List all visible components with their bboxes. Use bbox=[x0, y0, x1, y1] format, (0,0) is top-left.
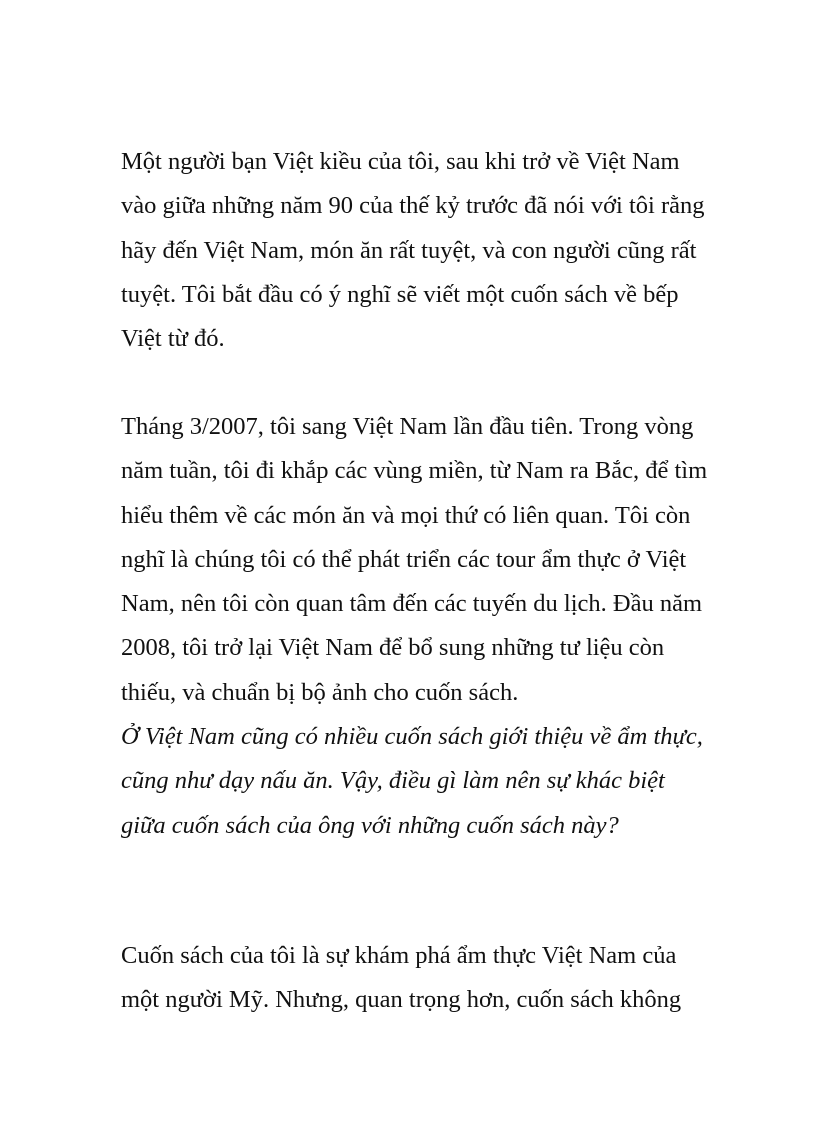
text-line: Nam, nên tôi còn quan tâm đến các tuyến du lịch. Đầu năm bbox=[121, 590, 703, 618]
text-line: vào giữa những năm 90 của thế kỷ trước đã nói với tôi rằng bbox=[121, 192, 705, 220]
text-line: một người Mỹ. Nhưng, quan trọng hơn, cuốn sách không bbox=[121, 986, 682, 1014]
text-line: hiểu thêm về các món ăn và mọi thứ có liên quan. Tôi còn bbox=[121, 501, 691, 529]
text-line: Tháng 3/2007, tôi sang Việt Nam lần đầu tiên. Trong vòng bbox=[121, 413, 694, 440]
text-line: thiếu, và chuẩn bị bộ ảnh cho cuốn sách. bbox=[121, 678, 519, 706]
paragraph-intro bbox=[121, 140, 741, 361]
text-line: Cuốn sách của tôi là sự khám phá ẩm thực Việt Nam của bbox=[121, 942, 677, 969]
paragraph-answer bbox=[121, 934, 741, 1023]
text-line: năm tuần, tôi đi khắp các vùng miền, từ Nam ra Bắc, để tìm bbox=[121, 457, 708, 485]
paragraph-travel bbox=[121, 405, 741, 715]
text-line: Ở Việt Nam cũng có nhiều cuốn sách giới thiệu về ẩm thực, bbox=[121, 723, 703, 750]
text-line: nghĩ là chúng tôi có thể phát triển các tour ẩm thực ở Việt bbox=[121, 545, 687, 573]
text-line: Một người bạn Việt kiều của tôi, sau khi trở về Việt Nam bbox=[121, 148, 680, 175]
text-line: tuyệt. Tôi bắt đầu có ý nghĩ sẽ viết một cuốn sách về bếp bbox=[121, 280, 679, 308]
text-line: hãy đến Việt Nam, món ăn rất tuyệt, và con người cũng rất bbox=[121, 236, 697, 264]
text-line: giữa cuốn sách của ông với những cuốn sách này? bbox=[121, 811, 619, 839]
text-line: 2008, tôi trở lại Việt Nam để bổ sung những tư liệu còn bbox=[121, 634, 665, 662]
paragraph-question bbox=[121, 715, 741, 848]
text-line: cũng như dạy nấu ăn. Vậy, điều gì làm nên sự khác biệt bbox=[121, 767, 665, 795]
text-line: Việt từ đó. bbox=[121, 325, 225, 353]
